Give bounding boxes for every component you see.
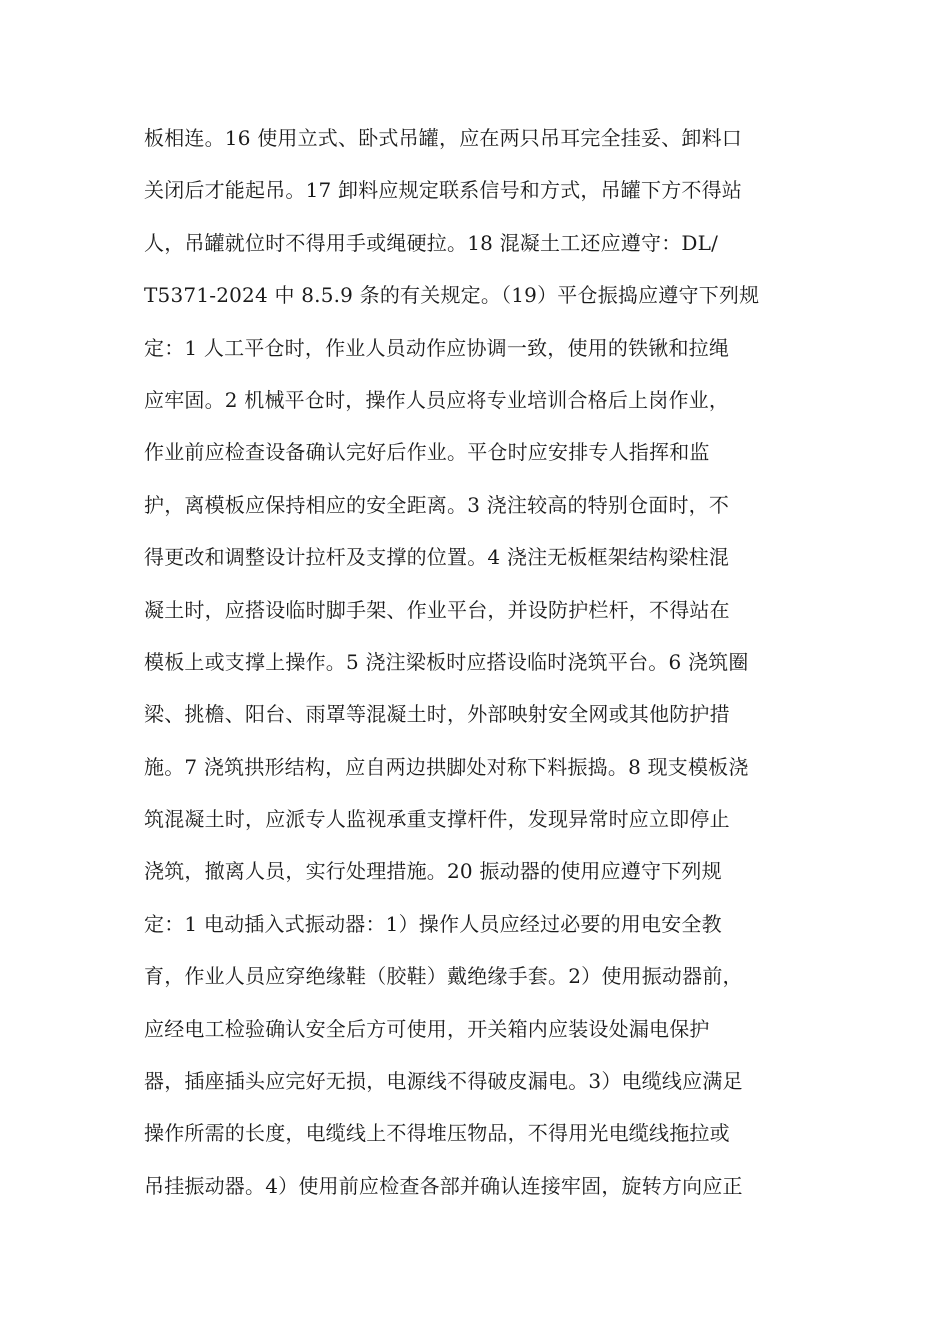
text-line: 作业前应检查设备确认完好后作业。平仓时应安排专人指挥和监 <box>144 440 710 465</box>
text-line: 操作所需的长度，电缆线上不得堆压物品，不得用光电缆线拖拉或 <box>144 1121 730 1146</box>
text-line: 得更改和调整设计拉杆及支撑的位置。4 浇注无板框架结构梁柱混 <box>144 545 730 570</box>
text-line: 梁、挑檐、阳台、雨罩等混凝土时，外部映射安全网或其他防护措 <box>144 702 730 727</box>
text-line: 板相连。16 使用立式、卧式吊罐，应在两只吊耳完全挂妥、卸料口 <box>144 126 743 150</box>
text-line: 育，作业人员应穿绝缘鞋（胶鞋）戴绝缘手套。2）使用振动器前， <box>144 964 743 989</box>
text-line: 关闭后才能起吊。17 卸料应规定联系信号和方式，吊罐下方不得站 <box>144 178 743 203</box>
text-line: 护，离模板应保持相应的安全距离。3 浇注较高的特别仓面时，不 <box>144 492 730 517</box>
text-line: T5371-2024 中 8.5.9 条的有关规定。（19）平仓振捣应遵守下列规 <box>144 283 760 308</box>
body-text <box>144 112 814 1212</box>
text-line: 筑混凝土时，应派专人监视承重支撑杆件，发现异常时应立即停止 <box>144 807 730 832</box>
text-line: 吊挂振动器。4）使用前应检查各部并确认连接牢固，旋转方向应正 <box>144 1173 743 1198</box>
text-line: 模板上或支撑上操作。5 浇注梁板时应搭设临时浇筑平台。6 浇筑圈 <box>144 649 749 674</box>
text-line: 人，吊罐就位时不得用手或绳硬拉。18 混凝土工还应遵守：DL/ <box>144 230 719 255</box>
text-line: 浇筑，撤离人员，实行处理措施。20 振动器的使用应遵守下列规 <box>144 859 722 884</box>
text-line: 应牢固。2 机械平仓时，操作人员应将专业培训合格后上岗作业， <box>144 387 730 412</box>
text-line: 凝土时，应搭设临时脚手架、作业平台，并设防护栏杆，不得站在 <box>144 597 730 622</box>
text-line: 施。7 浇筑拱形结构，应自两边拱脚处对称下料振捣。8 现支模板浇 <box>144 754 749 779</box>
text-line: 器，插座插头应完好无损，电源线不得破皮漏电。3）电缆线应满足 <box>144 1069 743 1094</box>
text-line: 应经电工检验确认安全后方可使用，开关箱内应装设处漏电保护 <box>144 1016 710 1041</box>
text-line: 定：1 电动插入式振动器：1）操作人员应经过必要的用电安全教 <box>144 911 722 936</box>
text-line: 定：1 人工平仓时，作业人员动作应协调一致，使用的铁锹和拉绳 <box>144 335 730 360</box>
